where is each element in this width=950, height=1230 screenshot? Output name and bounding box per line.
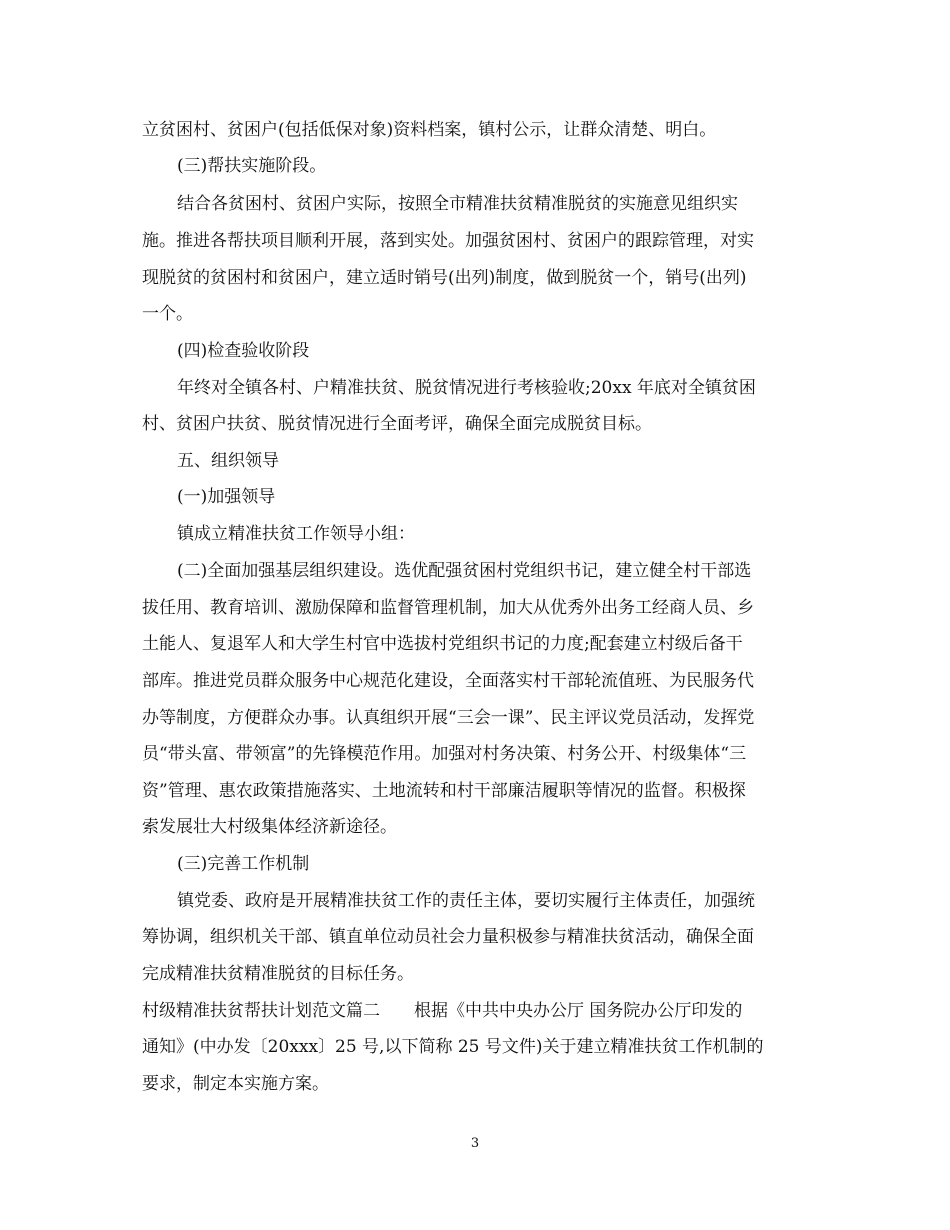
section-heading: (一)加强领导 bbox=[177, 487, 276, 507]
body-text-line: 村级精准扶贫帮扶计划范文篇二 根据《中共中央办公厅 国务院办公厅印发的 bbox=[142, 1001, 743, 1021]
body-text-line: 通知》(中办发〔20xxx〕25 号,以下简称 25 号文件)关于建立精准扶贫工作机制的 bbox=[142, 1037, 764, 1057]
body-text-line: 土能人、复退军人和大学生村官中选拔村党组织书记的力度;配套建立村级后备干 bbox=[142, 634, 743, 654]
body-text-line: 筹协调，组织机关干部、镇直单位动员社会力量积极参与精准扶贫活动，确保全面 bbox=[142, 927, 754, 947]
body-text-line: 要求，制定本实施方案。 bbox=[142, 1074, 329, 1094]
body-text-line: 完成精准扶贫精准脱贫的目标任务。 bbox=[142, 964, 414, 984]
body-text-line: 镇党委、政府是开展精准扶贫工作的责任主体，要切实履行主体责任，加强统 bbox=[177, 891, 755, 911]
body-text-line: 索发展壮大村级集体经济新途径。 bbox=[142, 817, 397, 837]
body-text-line: (二)全面加强基层组织建设。选优配强贫困村党组织书记，建立健全村干部选 bbox=[177, 561, 752, 581]
section-heading: (四)检查验收阶段 bbox=[177, 341, 310, 361]
body-text-line: 部库。推进党员群众服务中心规范化建设，全面落实村干部轮流值班、为民服务代 bbox=[142, 671, 754, 691]
body-text-line: 资”管理、惠农政策措施落实、土地流转和村干部廉洁履职等情况的监督。积极探 bbox=[142, 781, 746, 801]
section-heading: (三)完善工作机制 bbox=[177, 854, 310, 874]
page-number: 3 bbox=[470, 1136, 480, 1151]
body-text-line: 现脱贫的贫困村和贫困户，建立适时销号(出列)制度，做到脱贫一个，销号(出列) bbox=[142, 268, 747, 288]
body-text-line: 结合各贫困村、贫困户实际，按照全市精准扶贫精准脱贫的实施意见组织实 bbox=[177, 194, 738, 214]
body-text-line: 办等制度，方便群众办事。认真组织开展“三会一课”、民主评议党员活动，发挥党 bbox=[142, 708, 755, 728]
body-text-line: 镇成立精准扶贫工作领导小组： bbox=[177, 524, 415, 544]
body-text-line: 年终对全镇各村、户精准扶贫、脱贫情况进行考核验收;20xx 年底对全镇贫困 bbox=[177, 378, 756, 398]
body-text-line: 拔任用、教育培训、激励保障和监督管理机制，加大从优秀外出务工经商人员、乡 bbox=[142, 598, 754, 618]
body-text-line: 员“带头富、带领富”的先锋模范作用。加强对村务决策、村务公开、村级集体“三 bbox=[142, 744, 747, 764]
section-heading: (三)帮扶实施阶段。 bbox=[177, 156, 327, 176]
body-text-line: 村、贫困户扶贫、脱贫情况进行全面考评，确保全面完成脱贫目标。 bbox=[142, 414, 652, 434]
section-heading: 五、组织领导 bbox=[177, 451, 279, 471]
body-text-line: 施。推进各帮扶项目顺利开展，落到实处。加强贫困村、贫困户的跟踪管理，对实 bbox=[142, 231, 754, 251]
body-text-line: 立贫困村、贫困户(包括低保对象)资料档案，镇村公示，让群众清楚、明白。 bbox=[142, 120, 717, 140]
body-text-line: 一个。 bbox=[142, 304, 193, 324]
